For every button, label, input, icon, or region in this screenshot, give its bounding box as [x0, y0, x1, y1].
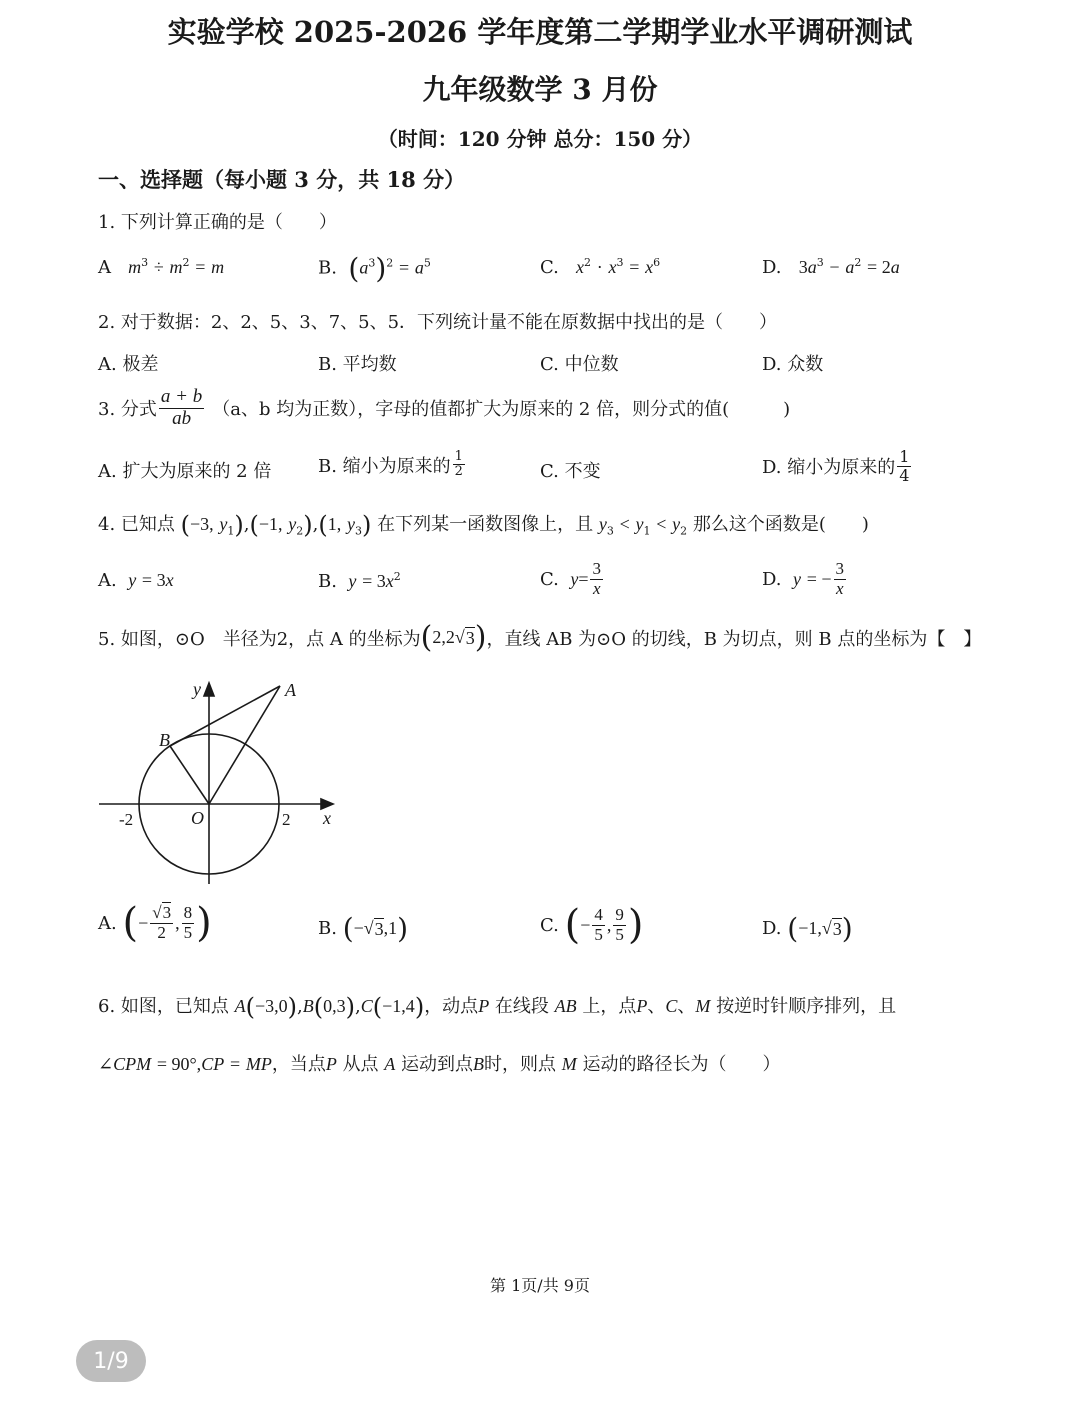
question-1-option-a: A $m^3 \div m^2 = m$ — [98, 256, 225, 278]
question-2-option-b: B. 平均数 — [318, 354, 397, 375]
question-1-option-c: C. $x^2 \cdot x^3 = x^6$ — [540, 256, 661, 278]
question-5-stem: 5. 如图，⊙O 半径为2，点 A 的坐标为 ( 2,2 √ 3 ) ，直线 AB 为⊙O 的切线，B 为切点，则 B 点的坐标为【 】 — [98, 620, 982, 655]
question-2-option-a: A. 极差 — [98, 354, 159, 375]
question-2-stem: 2. 对于数据：2、2、5、3、7、5、5．下列统计量不能在原数据中找出的是（ ） — [98, 312, 778, 333]
option-label: B. — [318, 257, 337, 279]
question-5-option-c: C. ( − $\frac{4}{5}$ , $\frac{9}{5}$ ) — [540, 902, 644, 948]
y-axis-arrow — [204, 683, 214, 696]
exam-subtitle: 九年级数学 3 月份 — [422, 73, 658, 106]
question-2-option-c: C. 中位数 — [540, 354, 619, 375]
label-a: A — [285, 680, 296, 700]
question-1-stem: 1. 下列计算正确的是（ ） — [98, 212, 337, 233]
question-4-option-d: D. y = − $\frac{3}{x}$ — [762, 559, 845, 598]
exam-title: 实验学校 2025-2026 学年度第二学期学业水平调研测试 — [167, 15, 913, 49]
page-footer: 第 1页/共 9页 — [490, 1276, 590, 1295]
question-3-option-c: C. 不变 — [540, 461, 601, 482]
option-label: D. — [762, 257, 782, 278]
circle-tangent-figure — [95, 670, 345, 890]
option-label: C. — [540, 257, 559, 278]
question-1-option-b: B. $(a^3)^2 = a^5$ — [318, 252, 431, 285]
page-indicator[interactable]: 1/9 — [76, 1340, 146, 1382]
segment-ob — [170, 746, 209, 804]
label-neg2: -2 — [119, 810, 134, 829]
question-4-option-c: C. y = $\frac{3}{x}$ — [540, 559, 601, 598]
question-5-option-a: A. ( − $\frac{√3}{2}$ , $\frac{8}{5}$ ) — [98, 900, 212, 946]
question-3-stem — [98, 387, 790, 430]
question-4-option-b: B. $y = 3x^2$ — [318, 570, 401, 592]
label-y: y — [193, 679, 201, 699]
question-2-option-d: D. 众数 — [762, 354, 824, 375]
question-3-option-b: B. 缩小为原来的 $\frac{1}{2}$ — [318, 449, 463, 480]
question-3-suffix: （a、b 均为正数），字母的值都扩大为原来的 2 倍，则分式的值( ) — [212, 399, 791, 421]
question-4-stem: 4. 已知点 (−3, $y_1),(-1$, $y_2),(1$, $y_3$) 在下列某一函数图像上，且 $y_3 < y_1 < y_2$ 那么这个函数是( ) — [98, 511, 869, 539]
exam-time-info: （时间：120 分钟 总分：150 分） — [377, 127, 703, 151]
segment-oa — [209, 686, 280, 804]
label-2: 2 — [282, 810, 291, 829]
tangent-ab — [170, 686, 280, 746]
label-o: O — [191, 808, 204, 828]
question-5-option-d: D. ( −1,√ 3 ) — [762, 912, 853, 945]
question-6-line-2: ∠CPM = 90°,CP = MP，当点P 从点 A 运动到点B时，则点 M 运动的路径长为（ ） — [98, 1054, 781, 1075]
question-3-option-d: D. 缩小为原来的 $\frac{1}{4}$ — [762, 447, 910, 485]
label-b: B — [159, 730, 170, 750]
question-1-option-d: D. $3a^3 - a^2 = 2a$ — [762, 256, 900, 278]
question-3-option-a: A. 扩大为原来的 2 倍 — [98, 461, 272, 482]
option-label: A — [98, 257, 111, 278]
question-4-option-a: A. y = 3x — [98, 570, 174, 591]
section-heading: 一、选择题（每小题 3 分，共 18 分） — [98, 167, 466, 192]
question-5-option-b: B. ( −√ 3 ,1 ) — [318, 912, 409, 945]
question-3-prefix: 3. 分式 — [98, 399, 157, 421]
label-x: x — [323, 808, 331, 828]
question-3-fraction: $\frac{a + b}{ab}$ — [160, 386, 203, 429]
question-6-line-1: 6. 如图，已知点 A(−3,0),B(0,3),C(−1,4)，动点P 在线段 AB 上，点P、C、M 按逆时针顺序排列，且 — [98, 993, 897, 1021]
